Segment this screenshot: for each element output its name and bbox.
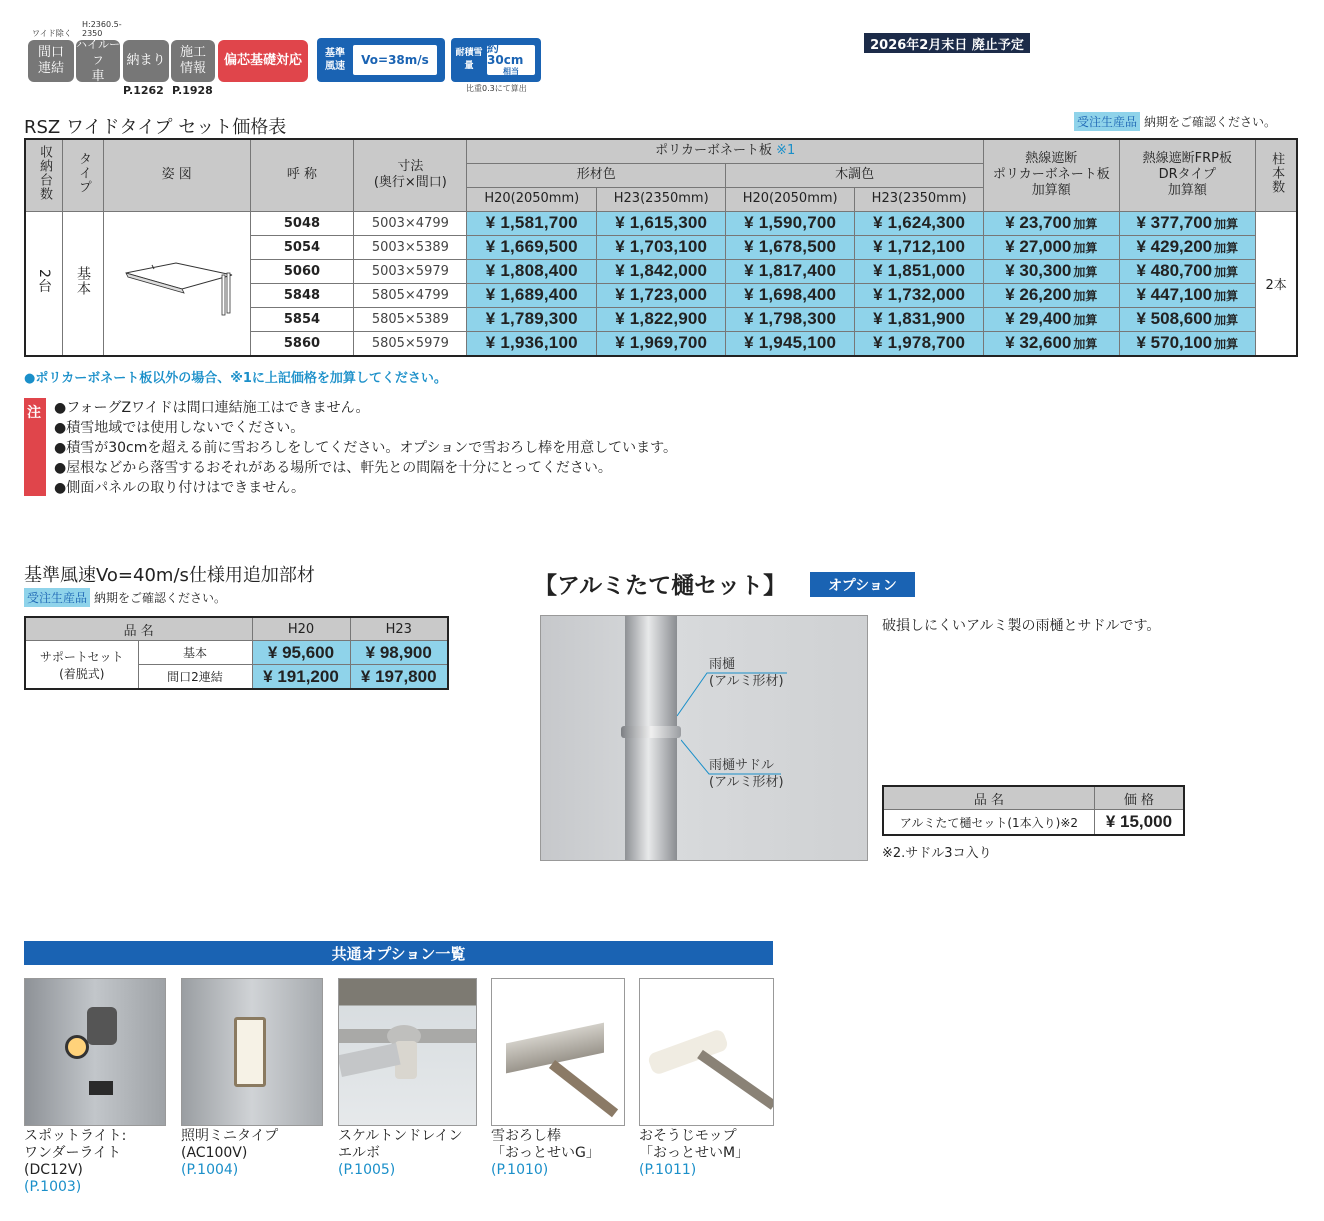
badge-label: 情報 [179,61,206,76]
price-cell: ¥ 1,817,400 [726,259,855,283]
row-code: 5048 [250,211,354,235]
badge-label: 間口 [37,45,64,60]
row-dims: 5805×5389 [354,307,467,331]
carport-figure [104,211,251,356]
header-heat-poly: 熱線遮断 ポリカーボネート板 加算額 [984,139,1119,211]
header-h20: H20 [252,617,350,641]
add-cell: ¥ 26,200 加算 [984,283,1119,307]
gutter-footnote: ※2.サドル3コ入り [882,846,992,861]
add-cell: ¥ 29,400 加算 [984,307,1119,331]
warning-list [54,398,677,498]
gutter-table [882,785,1185,836]
callout-line-icon [681,738,791,778]
order-note-text: 納期をご確認ください。 [94,591,227,605]
price-cell: ¥ 1,945,100 [726,331,855,356]
pipe-image [625,616,677,860]
wind-speed-spec [317,38,445,82]
spec-label: 量 [464,61,474,71]
carport-diagram-icon [112,231,242,331]
badge-label: 車 [91,69,105,84]
type-cell: 基本 [63,211,104,356]
badge-label: 偏芯基礎対応 [223,53,302,68]
warning-item: ●側面パネルの取り付けはできません。 [54,480,306,496]
price-cell: ¥ 1,789,300 [467,307,597,331]
snow-load-sub: 相当 [503,67,519,76]
option-page-ref[interactable]: (P.1003) [24,1179,82,1195]
price-cell: ¥ 1,678,500 [726,235,855,259]
option-page-ref[interactable]: (P.1011) [639,1162,697,1178]
warning-item: ●屋根などから落雪するおそれがある場所では、軒先との間隔を十分にとってください。 [54,460,612,476]
badge-label: ハイルーフ [76,38,120,67]
option-page-ref[interactable]: (P.1005) [338,1162,396,1178]
header-name: 呼 称 [250,139,354,211]
spec-label: 風速 [325,61,345,72]
wind-speed-value: Vo=38m/s [353,45,437,75]
discontinue-notice: 2026年2月末日 廃止予定 [864,33,1030,53]
wind40-order-note [24,588,226,607]
add-cell: ¥ 30,300 加算 [984,259,1119,283]
header-heat-frp: 熱線遮断FRP板 DRタイプ 加算額 [1119,139,1256,211]
badge-label: 連結 [37,61,64,76]
option-tag: オプション [810,572,915,597]
badge-fit[interactable] [123,40,169,82]
add-cell: ¥ 480,700 加算 [1119,259,1256,283]
pillar-cell: 2本 [1256,211,1297,356]
gutter-item-name: アルミたて樋セット(1本入り)※2 [883,810,1094,836]
badge-ref[interactable]: P.1262 [123,84,164,97]
warning-item: ●積雪地域では使用しないでください。 [54,420,305,436]
row-code: 5860 [250,331,354,356]
price-cell: ¥ 98,900 [350,641,448,665]
row-code: 5060 [250,259,354,283]
saddle-image [621,726,681,738]
spec-label: 基準 [325,48,345,59]
snow-note: 比重0.3にて算出 [466,84,527,93]
add-cell: ¥ 429,200 加算 [1119,235,1256,259]
warning-label: 注 [27,405,41,421]
badge-eccentric-base[interactable] [218,40,308,82]
callout-saddle: 雨樋サドル (アルミ形材) [709,758,784,790]
price-cell: ¥ 1,842,000 [597,259,726,283]
header-pillars: 柱本数 [1256,139,1297,211]
price-table [24,138,1298,357]
order-note-text: 納期をご確認ください。 [1144,115,1277,129]
option-caption: おそうじモップ 「おっとせいM」 (P.1011) [639,1128,750,1178]
option-caption: スケルトンドレイン エルボ (P.1005) [338,1128,463,1178]
header-h23: H23(2350mm) [855,187,984,211]
header-dims: 寸法 (奥行×間口) [354,139,467,211]
price-cell: ¥ 1,689,400 [467,283,597,307]
header-figure: 姿 図 [104,139,251,211]
header-h23: H23 [350,617,448,641]
gutter-title: 【アルミたて樋セット】 [534,573,787,599]
header-item-name: 品 名 [883,786,1094,810]
mop-photo[interactable] [639,978,774,1126]
option-page-ref[interactable]: (P.1010) [491,1162,549,1178]
support-sub: 基本 [138,641,252,665]
price-cell: ¥ 1,615,300 [597,211,726,235]
add-cell: ¥ 508,600 加算 [1119,307,1256,331]
header-type: タイプ [63,139,104,211]
snow-rake-photo[interactable] [491,978,625,1126]
badge-label: 納まり [126,53,166,68]
polycarbonate-note: ●ポリカーボネート板以外の場合、※1に上記価格を加算してください。 [24,371,447,386]
price-cell: ¥ 1,808,400 [467,259,597,283]
price-cell: ¥ 1,624,300 [855,211,984,235]
price-cell: ¥ 1,698,400 [726,283,855,307]
made-to-order-tag: 受注生産品 [24,588,90,607]
price-cell: ¥ 1,978,700 [855,331,984,356]
gutter-description: 破損しにくいアルミ製の雨樋とサドルです。 [882,618,1161,634]
header-mokucho: 木調色 [726,163,984,187]
row-code: 5848 [250,283,354,307]
callout-line-icon [677,671,797,721]
header-polycarbonate: ポリカーボネート板 ※1 [467,139,984,163]
header-h23: H23(2350mm) [597,187,726,211]
spec-label: 耐積雪 [455,48,483,58]
header-count: 収納台数 [25,139,63,211]
snow-load-value: 約30cm [487,41,524,67]
spotlight-photo[interactable] [24,978,166,1126]
header-item-name: 品 名 [25,617,252,641]
price-cell: ¥ 1,590,700 [726,211,855,235]
price-cell: ¥ 1,969,700 [597,331,726,356]
badge-note-height: H:2360.5- 2350 [82,20,122,38]
row-dims: 5805×4799 [354,283,467,307]
add-cell: ¥ 447,100 加算 [1119,283,1256,307]
row-code: 5854 [250,307,354,331]
warning-item: ●フォーグZワイドは間口連結施工はできません。 [54,400,370,416]
add-cell: ¥ 27,000 加算 [984,235,1119,259]
options-header: 共通オプション一覧 [24,941,773,965]
row-dims: 5003×4799 [354,211,467,235]
badge-ref[interactable]: P.1928 [172,84,213,97]
badge-label: 施工 [179,45,206,60]
add-cell: ¥ 570,100 加算 [1119,331,1256,356]
mini-light-photo[interactable] [181,978,323,1126]
header-h20: H20(2050mm) [726,187,855,211]
gutter-photo [540,615,868,861]
snow-load-spec [451,38,541,82]
add-cell: ¥ 23,700 加算 [984,211,1119,235]
callout-gutter: 雨樋 (アルミ形材) [709,657,784,689]
price-cell: ¥ 1,822,900 [597,307,726,331]
drain-elbow-photo[interactable] [338,978,477,1126]
price-cell: ¥ 1,703,100 [597,235,726,259]
price-cell: ¥ 1,581,700 [467,211,597,235]
wind40-title: 基準風速Vo=40m/s仕様用追加部材 [24,565,315,586]
add-cell: ¥ 32,600 加算 [984,331,1119,356]
wind40-table [24,616,449,690]
option-caption: スポットライト: ワンダーライト (DC12V) (P.1003) [24,1128,127,1195]
price-cell: ¥ 1,851,000 [855,259,984,283]
price-cell: ¥ 95,600 [252,641,350,665]
price-cell: ¥ 1,831,900 [855,307,984,331]
support-set-cell: サポートセット (着脱式) [25,641,138,690]
page-title: RSZ ワイドタイプ セット価格表 [24,117,287,138]
support-sub: 間口2連結 [138,665,252,690]
price-cell: ¥ 1,712,100 [855,235,984,259]
badge-high-roof[interactable] [76,40,120,82]
price-cell: ¥ 197,800 [350,665,448,690]
row-dims: 5003×5979 [354,259,467,283]
price-cell: ¥ 1,732,000 [855,283,984,307]
price-cell: ¥ 1,723,000 [597,283,726,307]
option-page-ref[interactable]: (P.1004) [181,1162,239,1178]
warning-item: ●積雪が30cmを超える前に雪おろしをしてください。オプションで雪おろし棒を用意しています。 [54,440,677,456]
header-h20: H20(2050mm) [467,187,597,211]
badge-construction-info[interactable] [171,40,215,82]
count-cell: 2台 [25,211,63,356]
header-price: 価 格 [1094,786,1184,810]
add-cell: ¥ 377,700 加算 [1119,211,1256,235]
row-dims: 5805×5979 [354,331,467,356]
gutter-item-price: ¥ 15,000 [1094,810,1184,836]
price-cell: ¥ 1,669,500 [467,235,597,259]
badge-frontage-link[interactable] [28,40,74,82]
price-cell: ¥ 191,200 [252,665,350,690]
row-code: 5054 [250,235,354,259]
option-caption: 雪おろし棒 「おっとせいG」 (P.1010) [491,1128,600,1178]
made-to-order-tag: 受注生産品 [1074,112,1140,131]
price-cell: ¥ 1,798,300 [726,307,855,331]
header-katazai: 形材色 [467,163,726,187]
price-cell: ¥ 1,936,100 [467,331,597,356]
option-caption: 照明ミニタイプ (AC100V) (P.1004) [181,1128,279,1178]
order-note [1074,112,1276,131]
badge-note-wide: ワイド除く [32,29,72,38]
row-dims: 5003×5389 [354,235,467,259]
